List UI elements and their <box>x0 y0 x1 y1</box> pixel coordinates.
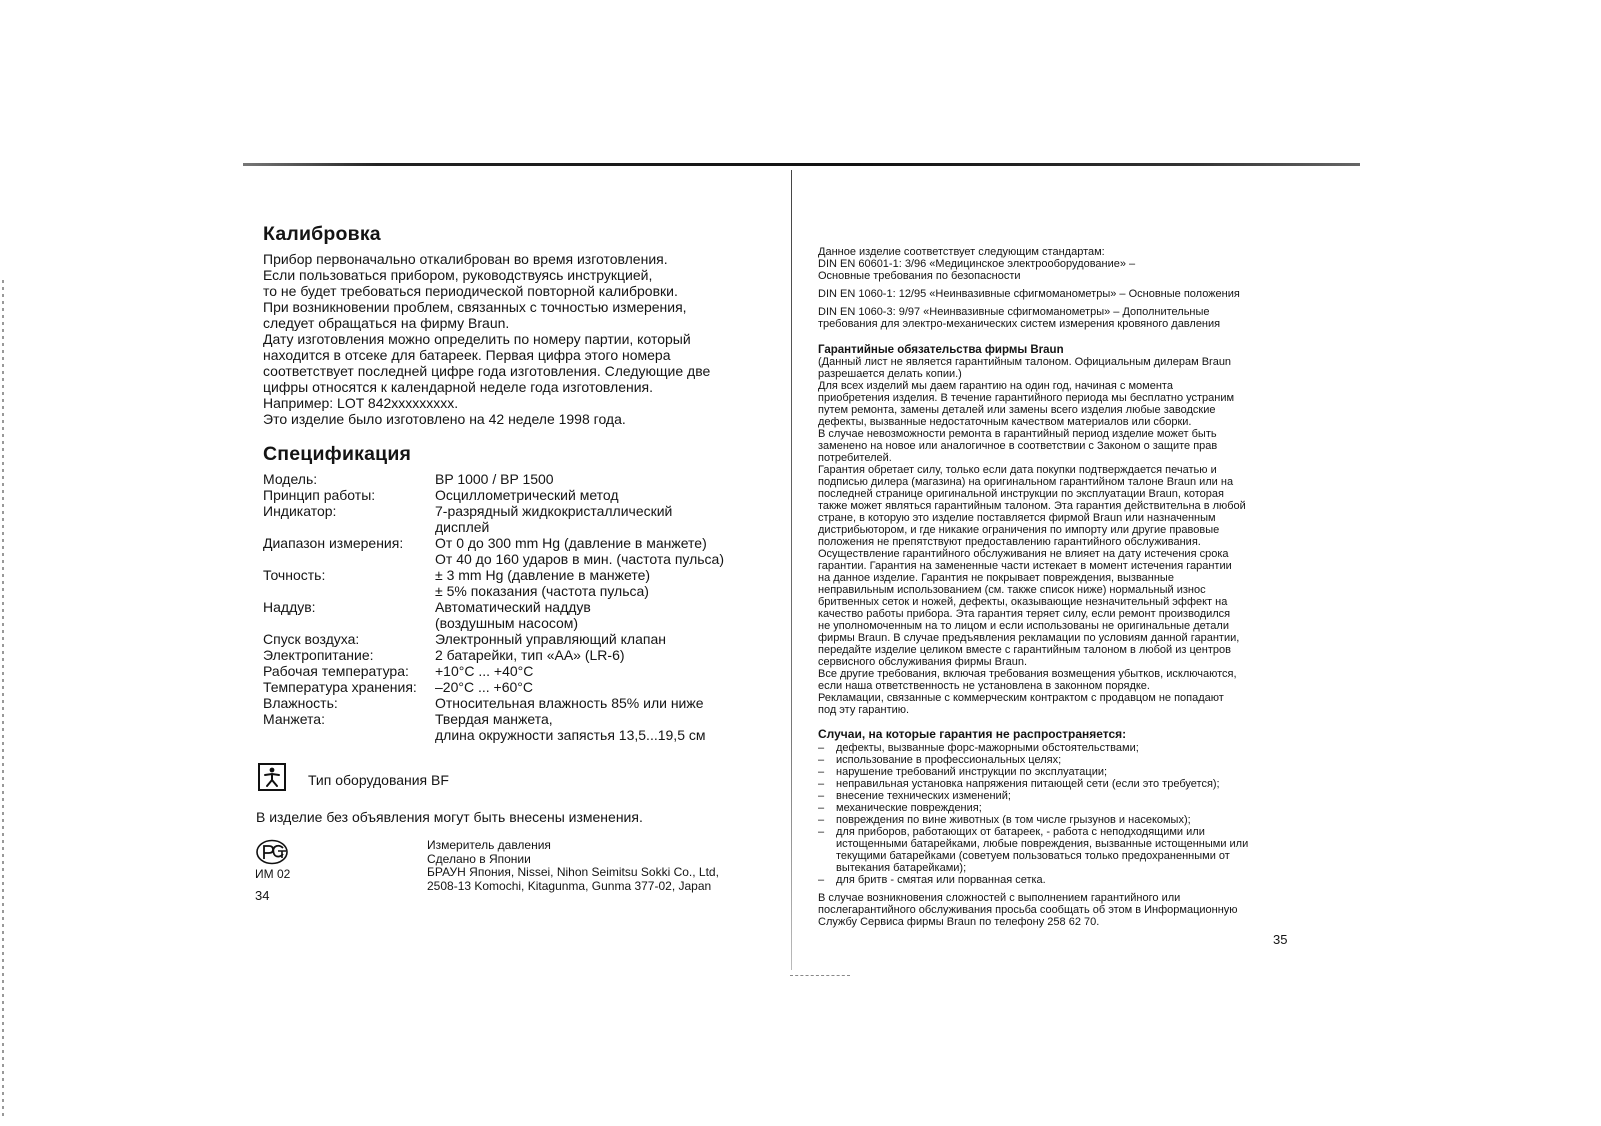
exclusion-line: вытекания батарейками); <box>836 862 967 874</box>
exclusion-item <box>818 742 1303 754</box>
warranty-line: Гарантия обретает силу, только если дата покупки подтверждается печатью и <box>818 464 1217 476</box>
standard-line: DIN EN 1060-1: 12/95 «Неинвазивные сфигмоманометры» – Основные положения <box>818 288 1240 300</box>
warranty-line: Для всех изделий мы даем гарантию на один год, начиная с момента <box>818 380 1173 392</box>
standard-line: Основные требования по безопасности <box>818 270 1021 282</box>
spec-row <box>263 679 763 695</box>
exclusion-item <box>818 874 1303 886</box>
manufacturer-info <box>427 839 719 903</box>
exclusion-item <box>818 802 1303 814</box>
spec-row <box>263 631 763 647</box>
spec-label <box>263 519 435 535</box>
spec-value: Твердая манжета, <box>435 711 553 727</box>
service-line: В случае возникновения сложностей с выполнением гарантийного или <box>818 892 1181 904</box>
spec-row <box>263 615 763 631</box>
exclusion-line: – нарушение требований инструкции по эксплуатации; <box>836 766 1108 778</box>
spec-label: Принцип работы: <box>263 487 376 503</box>
standard-item <box>818 246 1303 282</box>
certification-block <box>255 839 427 903</box>
spec-table <box>263 471 763 743</box>
exclusion-item <box>818 778 1303 790</box>
left-page <box>255 222 763 903</box>
standard-item <box>818 306 1303 330</box>
spec-value: От 0 до 300 mm Hg (давление в манжете) <box>435 535 707 551</box>
exclusion-line: – внесение технических изменений; <box>836 790 1011 802</box>
spec-row <box>263 535 763 551</box>
spec-value: длина окружности запястья 13,5...19,5 см <box>435 727 706 743</box>
warranty-line: подписью дилера (магазина) на оригинальном гарантийном талоне Braun или на <box>818 476 1234 488</box>
exclusion-line: – механические повреждения; <box>836 802 982 814</box>
warranty-line: на данное изделие. Гарантия не покрывает повреждения, вызванные <box>818 572 1174 584</box>
spec-value: –20°C ... +60°C <box>435 679 533 695</box>
warranty-line: последней странице оригинальной инструкции по эксплуатации Braun, которая <box>818 488 1224 500</box>
scan-edge <box>2 280 4 1120</box>
manufacturer-line: 2508-13 Komochi, Kitagunma, Gunma 377-02, Japan <box>427 878 712 893</box>
spec-value: Электронный управляющий клапан <box>435 631 666 647</box>
spec-value: ± 3 mm Hg (давление в манжете) <box>435 567 651 583</box>
calibration-text <box>263 251 763 427</box>
warranty-line: положения не препятствуют предоставлению гарантийного обслуживания. <box>818 536 1201 548</box>
spec-value: Осциллометрический метод <box>435 487 619 503</box>
calibration-line: Например: LOT 842xxxxxxxxx. <box>263 395 459 411</box>
standard-line: DIN EN 1060-3: 9/97 «Неинвазивные сфигмоманометры» – Дополнительные <box>818 306 1210 318</box>
standard-item <box>818 288 1303 300</box>
exclusion-item <box>818 826 1303 874</box>
exclusion-line: – неправильная установка напряжения питающей сети (если это требуется); <box>836 778 1220 790</box>
spec-row <box>263 695 763 711</box>
certification-code: ИМ 02 <box>255 867 291 881</box>
spec-label: Температура хранения: <box>263 679 417 695</box>
exclusion-line: – повреждения по вине животных (в том числе грызунов и насекомых); <box>836 814 1191 826</box>
certification-mark-icon <box>255 839 291 865</box>
spec-label <box>263 551 435 567</box>
exclusion-line: текущими батарейками (советуем пользоваться только предохраненными от <box>836 850 1230 862</box>
standard-line: DIN EN 60601-1: 3/96 «Медицинское электрооборудование» – <box>818 258 1136 270</box>
exclusions-block <box>818 728 1303 886</box>
right-page <box>818 246 1303 928</box>
changes-note: В изделие без объявления могут быть внесены изменения. <box>256 809 643 825</box>
spec-label <box>263 615 435 631</box>
spec-row <box>263 599 763 615</box>
warranty-line: качество работы прибора. Эта гарантия теряет силу, если ремонт производился <box>818 608 1231 620</box>
exclusion-item <box>818 754 1303 766</box>
spec-value: Относительная влажность 85% или ниже <box>435 695 704 711</box>
standard-line: Данное изделие соответствует следующим стандартам: <box>818 246 1105 258</box>
calibration-line: то не будет требоваться периодической повторной калибровки. <box>263 283 678 299</box>
spec-title: Спецификация <box>263 443 412 465</box>
spec-label: Наддув: <box>263 599 316 615</box>
page-spine <box>791 170 792 970</box>
warranty-line: Рекламации, связанные с коммерческим контрактом с продавцом не попадают <box>818 692 1224 704</box>
warranty-line: стране, в которую это изделие поставляется фирмой Braun или назначенным <box>818 512 1216 524</box>
spec-label <box>263 583 435 599</box>
spec-label: Спуск воздуха: <box>263 631 360 647</box>
manufacturer-line: БРАУН Япония, Nissei, Nihon Seimitsu Sokki Co., Ltd, <box>427 865 719 879</box>
spec-label: Манжета: <box>263 711 325 727</box>
calibration-line: При возникновении проблем, связанных с точностью измерения, <box>263 299 687 315</box>
spec-value: От 40 до 160 ударов в мин. (частота пульса) <box>435 551 725 567</box>
page-number-right: 35 <box>1273 932 1288 947</box>
spec-label: Влажность: <box>263 695 338 711</box>
warranty-line: дистрибьютором, и где никакие ограничения по импорту или другие правовые <box>818 524 1220 536</box>
exclusions-title: Случаи, на которые гарантия не распространяется: <box>818 727 1127 741</box>
warranty-line: передайте изделие целиком вместе с гарантийным талоном в любой из центров <box>818 644 1231 656</box>
warranty-line: приобретения изделия. В течение гарантийного периода мы бесплатно устраним <box>818 392 1235 404</box>
service-note <box>818 892 1303 928</box>
service-line: Службу Сервиса фирмы Braun по телефону 258 62 70. <box>818 916 1100 928</box>
spec-value: BP 1000 / BP 1500 <box>435 471 554 487</box>
calibration-line: Это изделие было изготовлено на 42 неделе 1998 года. <box>263 411 626 427</box>
manufacturer-line: Сделано в Японии <box>427 851 531 866</box>
exclusion-item <box>818 814 1303 826</box>
spec-value: Автоматический наддув <box>435 599 591 615</box>
spec-value: +10°C ... +40°C <box>435 663 534 679</box>
bf-equipment <box>258 763 763 791</box>
spec-row <box>263 583 763 599</box>
warranty-line: заменено на новое или аналогичное в соответствии с Законом о защите прав <box>818 440 1218 452</box>
warranty-line: (Данный лист не является гарантийным талоном. Официальным дилерам Braun <box>818 356 1232 368</box>
spec-row <box>263 503 763 519</box>
calibration-line: Прибор первоначально откалиброван во время изготовления. <box>263 251 668 267</box>
spec-value: 2 батарейки, тип «АА» (LR-6) <box>435 647 625 663</box>
page-number-left: 34 <box>255 888 270 903</box>
warranty-line: В случае невозможности ремонта в гарантийный период изделие может быть <box>818 428 1217 440</box>
calibration-line: следует обращаться на фирму Braun. <box>263 315 510 331</box>
spec-row <box>263 727 763 743</box>
spec-row <box>263 487 763 503</box>
calibration-line: находится в отсеке для батареек. Первая цифра этого номера <box>263 347 671 363</box>
warranty-line: потребителей. <box>818 452 892 464</box>
spec-row <box>263 711 763 727</box>
exclusion-item <box>818 766 1303 778</box>
spec-value: дисплей <box>435 519 490 535</box>
warranty-line: Все другие требования, включая требования возмещения убытков, исключаются, <box>818 668 1237 680</box>
spec-label: Электропитание: <box>263 647 374 663</box>
left-footer <box>255 839 763 903</box>
calibration-line: цифры относятся к календарной неделе года изготовления. <box>263 379 654 395</box>
spec-row <box>263 663 763 679</box>
warranty-text <box>818 356 1303 716</box>
warranty-line: дефекты, вызванные недостаточным качеством материалов или сборки. <box>818 416 1192 428</box>
warranty-line: сервисного обслуживания фирмы Braun. <box>818 656 1028 668</box>
spec-label: Индикатор: <box>263 503 337 519</box>
spec-label <box>263 727 435 743</box>
exclusion-line: – для приборов, работающих от батареек, - работа с неподходящими или <box>836 826 1205 838</box>
exclusion-line: истощенными батарейками, любые повреждения, вызванные истощенными или <box>836 838 1249 850</box>
spec-row <box>263 471 763 487</box>
spec-row <box>263 519 763 535</box>
warranty-line: неправильным использованием (см. также список ниже) нормальный износ <box>818 584 1206 596</box>
spine-mark <box>790 975 850 977</box>
standard-line: требования для электро-механических систем измерения кровяного давления <box>818 318 1221 330</box>
exclusion-line: – использование в профессиональных целях; <box>836 754 1062 766</box>
warranty-line: фирмы Braun. В случае предъявления рекламации по условиям данной гарантии, <box>818 632 1240 644</box>
warranty-line: путем ремонта, замены деталей или замены всего изделия любые заводские <box>818 404 1216 416</box>
spec-value: 7-разрядный жидкокристаллический <box>435 503 673 519</box>
exclusions-list <box>818 742 1303 886</box>
spec-row <box>263 567 763 583</box>
exclusion-line: – для бритв - смятая или порванная сетка. <box>836 874 1046 886</box>
top-rule <box>243 163 1360 166</box>
warranty-line: также может являться гарантийным талоном. Эта гарантия действительна в любой <box>818 500 1246 512</box>
bf-type-icon <box>258 763 286 791</box>
spec-label: Точность: <box>263 567 326 583</box>
service-line: послегарантийного обслуживания просьба сообщать об этом в Информационную <box>818 904 1238 916</box>
spec-value: ± 5% показания (частота пульса) <box>435 583 649 599</box>
warranty-line: не уполномоченным на то лицом и если использованы не оригинальные детали <box>818 620 1229 632</box>
spec-value: (воздушным насосом) <box>435 615 579 631</box>
warranty-line: под эту гарантию. <box>818 704 910 716</box>
bf-type-label: Тип оборудования BF <box>308 772 449 788</box>
warranty-line: гарантии. Гарантия на замененные части истекает в момент истечения гарантии <box>818 560 1232 572</box>
spec-row <box>263 647 763 663</box>
warranty-line: Осуществление гарантийного обслуживания не влияет на дату истечения срока <box>818 548 1229 560</box>
calibration-line: Если пользоваться прибором, руководствуясь инструкцией, <box>263 267 653 283</box>
spec-label: Диапазон измерения: <box>263 535 404 551</box>
spec-label: Модель: <box>263 471 318 487</box>
warranty-line: разрешается делать копии.) <box>818 368 962 380</box>
exclusion-item <box>818 790 1303 802</box>
calibration-line: соответствует последней цифре года изготовления. Следующие две <box>263 363 711 379</box>
standards-block <box>818 246 1303 330</box>
spec-row <box>263 551 763 567</box>
exclusion-line: – дефекты, вызванные форс-мажорными обстоятельствами; <box>836 742 1139 754</box>
warranty-line: бритвенных сеток и ножей, дефекты, оказывающие незначительный эффект на <box>818 596 1228 608</box>
warranty-line: если наша ответственность не установлена в законном порядке. <box>818 680 1150 692</box>
warranty-title: Гарантийные обязательства фирмы Braun <box>818 344 1064 356</box>
manufacturer-line: Измеритель давления <box>427 838 551 852</box>
calibration-title: Калибровка <box>263 223 381 245</box>
calibration-line: Дату изготовления можно определить по номеру партии, который <box>263 331 691 347</box>
spec-label: Рабочая температура: <box>263 663 409 679</box>
